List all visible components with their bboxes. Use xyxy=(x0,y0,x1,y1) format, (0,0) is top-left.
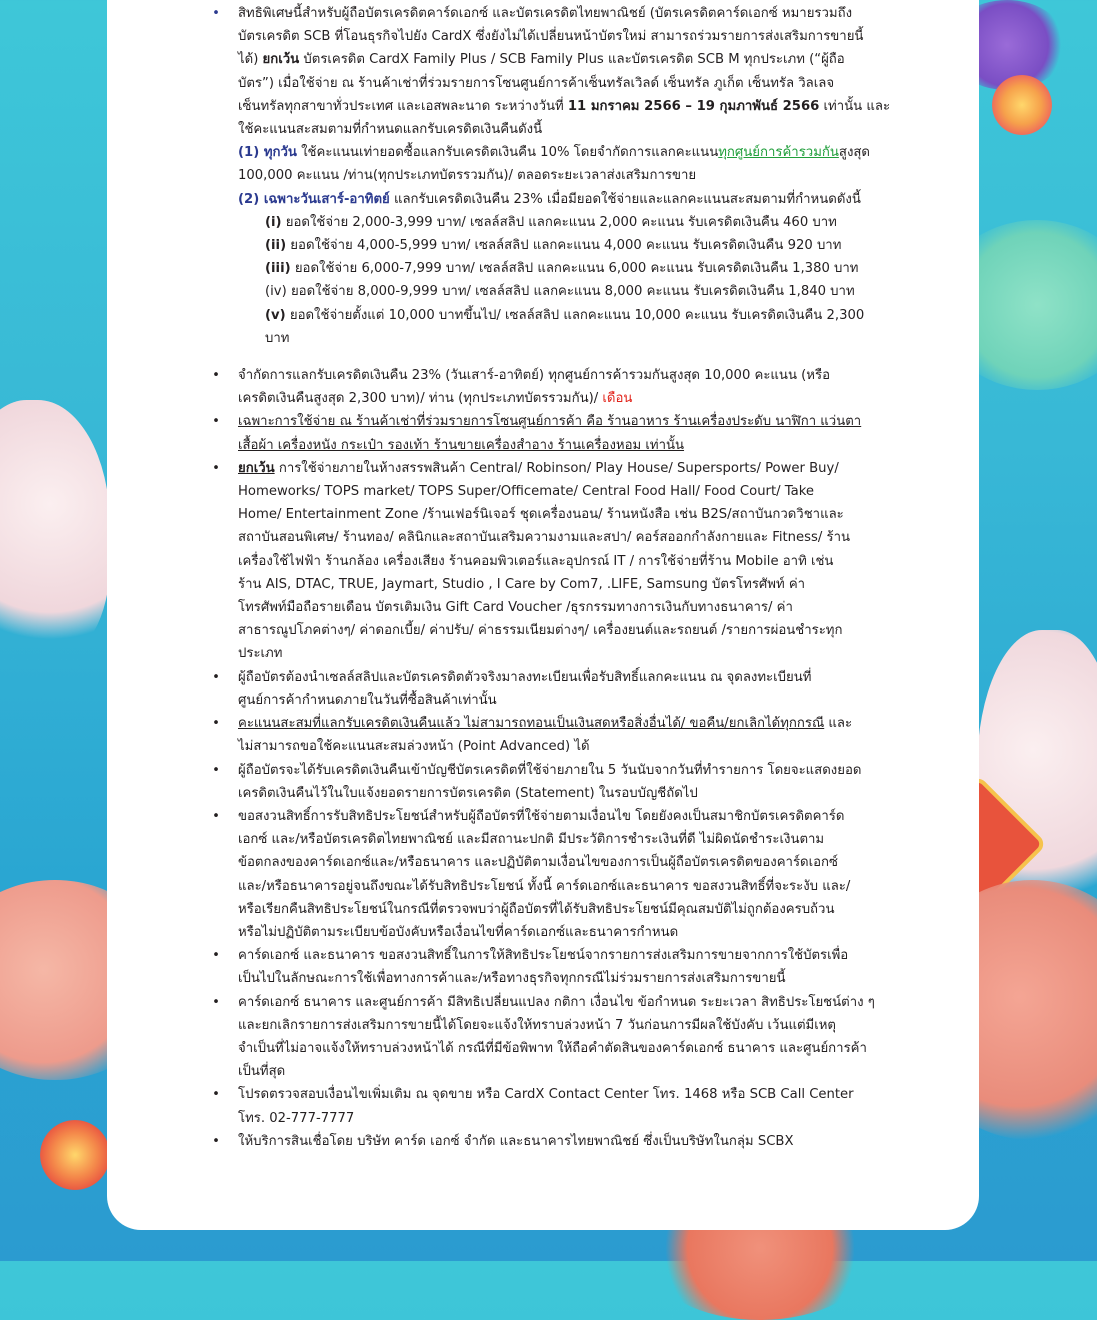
tier-item: (ii) ยอดใช้จ่าย 4,000-5,999 บาท/ เซลล์สลิป แลกคะแนน 4,000 คะแนน รับเครดิตเงินคืน 920 บาท xyxy=(265,238,842,254)
orange-flower-decoration xyxy=(992,75,1052,135)
terms-content xyxy=(107,0,979,1153)
tier-item: (iii) ยอดใช้จ่าย 6,000-7,999 บาท/ เซลล์สลิป แลกคะแนน 6,000 คะแนน รับเครดิตเงินคืน 1,380 บาท xyxy=(265,261,859,277)
list-item: • ขอสงวนสิทธิ์การรับสิทธิประโยชน์สำหรับผู้ถือบัตรที่ใช้จ่ายตามเงื่อนไข โดยยังคงเป็นสมาชิกบัตรเครดิตคาร์ด เอกซ์ และ/หรือบัตรเครดิตไทยพาณิชย์ และมีสถานะปกติ มีประวัติการชำระเงินที่ดี ไม่ผิดนัดชำระเงินตาม ข้อตกลงของคาร์ดเอกซ์และ/หรือธนาคาร และปฏิบัติตามเงื่อนไขของการเป็นผู้ถือบัตรเครดิตของคาร์ดเอกซ์ และ/หรือธนาคารอยู่จนถึงขณะได้รับสิทธิประโยชน์ ทั้งนี้ คาร์ดเอกซ์และธนาคาร ขอสงวนสิทธิ์ที่จะระงับ และ/ หรือเรียกคืนสิทธิประโยชน์ในกรณีที่ตรวจพบว่าผู้ถือบัตรที่ได้รับสิทธิประโยชน์มีคุณสมบัติไม่ถูกต้องครบถ้วน หรือไม่ปฏิบัติตามระเบียบข้อบังคับหรือเงื่อนไขที่คาร์ดเอกซ์และธนาคารกำหนด xyxy=(107,805,979,944)
bullet-icon: • xyxy=(212,994,220,1010)
tier-item: (i) ยอดใช้จ่าย 2,000-3,999 บาท/ เซลล์สลิป แลกคะแนน 2,000 คะแนน รับเครดิตเงินคืน 460 บาท xyxy=(265,214,837,230)
list-item: • ผู้ถือบัตรจะได้รับเครดิตเงินคืนเข้าบัญชีบัตรเครดิตที่ใช้จ่ายภายใน 5 วันนับจากวันที่ทำรายการ โดยจะแสดงยอด เครดิตเงินคืนไว้ในใบแจ้งยอดรายการบัตรเครดิต (Statement) ในรอบบัญชีถัดไป xyxy=(107,759,979,805)
list-item: • สิทธิพิเศษนี้สำหรับผู้ถือบัตรเครดิตคาร์ดเอกซ์ และบัตรเครดิตไทยพาณิชย์ (บัตรเครดิตคาร์ดเอกซ์ หมายรวมถึง บัตรเครดิต SCB ที่โอนธุรกิจไปยัง CardX ซึ่งยังไม่ได้เปลี่ยนหน้าบัตรใหม่ สามารถร่วมรายการส่งเสริมการขายนี้ ได้) ยกเว้น บัตรเครดิต CardX Family Plus / SCB Family Plus และบัตรเครดิต SCB M ทุกประเภท (“ผู้ถือ บัตร”) เมื่อใช้จ่าย ณ ร้านค้าเช่าที่ร่วมรายการโซนศูนย์การค้าเซ็นทรัลเวิลด์ เซ็นทรัล ภูเก็ต เซ็นทรัล วิลเลจ เซ็นทรัลทุกสาขาทั่วประเทศ และเอสพละนาด ระหว่างวันที่ 11 มกราคม 2566 – 19 กุมภาพันธ์ 2566 เท่านั้น และ ใช้คะแนนสะสมตามที่กำหนดแลกรับเครดิตเงินคืนดังนี้ (1) ทุกวัน ใช้คะแนนเท่ายอดซื้อแลกรับเครดิตเงินคืน 10% โดยจำกัดการแลกคะแนนทุกศูนย์การค้ารวมกันสูงสุด 100,000 คะแนน /ท่าน(ทุกประเภทบัตรรวมกัน)/ ตลอดระยะเวลาส่งเสริมการขาย (2) เฉพาะวันเสาร์-อาทิตย์ แลกรับเครดิตเงินคืน 23% เมื่อมียอดใช้จ่ายและแลกคะแนนสะสมตามที่กำหนดดังนี้ (i) ยอดใช้จ่าย 2,000-3,999 บาท/ เซลล์สลิป แลกคะแนน 2,000 คะแนน รับเครดิตเงินคืน 460 บาท (ii) ยอดใช้จ่าย 4,000-5,999 บาท/ เซลล์สลิป แลกคะแนน 4,000 คะแนน รับเครดิตเงินคืน 920 บาท (iii) ยอดใช้จ่าย 6,000-7,999 บาท/ เซลล์สลิป แลกคะแนน 6,000 คะแนน รับเครดิตเงินคืน 1,380 บาท (iv) ยอดใช้จ่าย 8,000-9,999 บาท/ เซลล์สลิป แลกคะแนน 8,000 คะแนน รับเครดิตเงินคืน 1,840 บาท (v) ยอดใช้จ่ายตั้งแต่ 10,000 บาทขึ้นไป/ เซลล์สลิป แลกคะแนน 10,000 คะแนน รับเครดิตเงินคืน 2,300 บาท xyxy=(107,2,979,350)
list-item: • ให้บริการสินเชื่อโดย บริษัท คาร์ด เอกซ์ จำกัด และธนาคารไทยพาณิชย์ ซึ่งเป็นบริษัทในกลุ่ม SCBX xyxy=(107,1130,979,1153)
bullet-icon: • xyxy=(212,948,220,964)
rabbit-illustration-left xyxy=(0,400,110,660)
bullet-icon: • xyxy=(212,669,220,685)
terms-card xyxy=(107,0,979,1230)
bullet-icon: • xyxy=(212,6,220,21)
tier-item: (v) ยอดใช้จ่ายตั้งแต่ 10,000 บาทขึ้นไป/ เซลล์สลิป แลกคะแนน 10,000 คะแนน รับเครดิตเงินคืน 2,300 บาท xyxy=(265,307,865,346)
condition-weekend: (2) เฉพาะวันเสาร์-อาทิตย์ แลกรับเครดิตเงินคืน 23% เมื่อมียอดใช้จ่ายและแลกคะแนนสะสมตามที่กำหนดดังนี้ xyxy=(238,191,861,207)
bullet-icon: • xyxy=(212,716,220,732)
list-item: • เฉพาะการใช้จ่าย ณ ร้านค้าเช่าที่ร่วมรายการโซนศูนย์การค้า คือ ร้านอาหาร ร้านเครื่องประดับ นาฬิกา แว่นตา เสื้อผ้า เครื่องหนัง กระเป๋า รองเท้า ร้านขายเครื่องสำอาง ร้านเครื่องหอม เท่านั้น xyxy=(107,410,979,456)
list-item: • จำกัดการแลกรับเครดิตเงินคืน 23% (วันเสาร์-อาทิตย์) ทุกศูนย์การค้ารวมกันสูงสุด 10,000 คะแนน (หรือ เครดิตเงินคืนสูงสุด 2,300 บาท)/ ท่าน (ทุกประเภทบัตรรวมกัน)/ เดือน xyxy=(107,364,979,410)
bullet-icon: • xyxy=(212,460,220,476)
orange-flower-decoration-bottom xyxy=(40,1120,110,1190)
bullet-icon: • xyxy=(212,1133,220,1149)
bullet-icon: • xyxy=(212,1087,220,1103)
list-item: • ผู้ถือบัตรต้องนำเซลล์สลิปและบัตรเครดิตตัวจริงมาลงทะเบียนเพื่อรับสิทธิ์แลกคะแนน ณ จุดลงทะเบียนที่ ศูนย์การค้ากำหนดภายในวันที่ซื้อสินค้าเท่านั้น xyxy=(107,666,979,712)
list-item: • คาร์ดเอกซ์ ธนาคาร และศูนย์การค้า มีสิทธิเปลี่ยนแปลง กติกา เงื่อนไข ข้อกำหนด ระยะเวลา สิทธิประโยชน์ต่าง ๆ และยกเลิกรายการส่งเสริมการขายนี้ได้โดยจะแจ้งให้ทราบล่วงหน้า 7 วันก่อนการมีผลใช้บังคับ เว้นแต่มีเหตุ จำเป็นที่ไม่อาจแจ้งให้ทราบล่วงหน้าได้ กรณีที่มีข้อพิพาท ให้ถือคำตัดสินของคาร์ดเอกซ์ ธนาคาร และศูนย์การค้า เป็นที่สุด xyxy=(107,991,979,1084)
bullet-icon: • xyxy=(212,368,220,384)
list-item: • โปรดตรวจสอบเงื่อนไขเพิ่มเติม ณ จุดขาย หรือ CardX Contact Center โทร. 1468 หรือ SCB Call Center โทร. 02-777-7777 xyxy=(107,1083,979,1129)
bullet-icon: • xyxy=(212,808,220,824)
list-item: • คาร์ดเอกซ์ และธนาคาร ขอสงวนสิทธิ์ในการให้สิทธิประโยชน์จากรายการส่งเสริมการขายจากการใช้บัตรเพื่อ เป็นไปในลักษณะการใช้เพื่อทางการค้าและ/หรือทางธุรกิจทุกกรณีไม่ร่วมรายการส่งเสริมการขายนี้ xyxy=(107,944,979,990)
condition-everyday: (1) ทุกวัน ใช้คะแนนเท่ายอดซื้อแลกรับเครดิตเงินคืน 10% โดยจำกัดการแลกคะแนนทุกศูนย์การค้ารวมกันสูงสุด 100,000 คะแนน /ท่าน(ทุกประเภทบัตรรวมกัน)/ ตลอดระยะเวลาส่งเสริมการขาย xyxy=(238,145,870,184)
bullet-icon: • xyxy=(212,762,220,778)
bullet-icon: • xyxy=(212,414,220,430)
list-item: • คะแนนสะสมที่แลกรับเครดิตเงินคืนแล้ว ไม่สามารถทอนเป็นเงินสดหรือสิ่งอื่นได้/ ขอคืน/ยกเลิกได้ทุกกรณี และ ไม่สามารถขอใช้คะแนนสะสมล่วงหน้า (Point Advanced) ได้ xyxy=(107,712,979,758)
tier-list xyxy=(238,211,977,350)
tier-item: (iv) ยอดใช้จ่าย 8,000-9,999 บาท/ เซลล์สลิป แลกคะแนน 8,000 คะแนน รับเครดิตเงินคืน 1,840 บาท xyxy=(265,284,855,300)
all-malls-link[interactable]: ทุกศูนย์การค้ารวมกัน xyxy=(718,145,839,161)
list-item: • ยกเว้น การใช้จ่ายภายในห้างสรรพสินค้า Central/ Robinson/ Play House/ Supersports/ Power Buy/ Homeworks/ TOPS market/ TOPS Super/Officemate/ Central Food Hall/ Food Court/ Take Home/ Entertainment Zone /ร้านเฟอร์นิเจอร์ ชุดเครื่องนอน/ ร้านหนังสือ เช่น B2S/สถาบันกวดวิชาและ สถาบันสอนพิเศษ/ ร้านทอง/ คลินิกและสถาบันเสริมความงามและสปา/ คอร์สออกกำลังกายและ Fitness/ ร้าน เครื่องใช้ไฟฟ้า ร้านกล้อง เครื่องเสียง ร้านคอมพิวเตอร์และอุปกรณ์ IT / การใช้จ่ายที่ร้าน Mobile อาทิ เช่น ร้าน AIS, DTAC, TRUE, Jaymart, Studio , I Care by Com7, .LIFE, Samsung บัตรโทรศัพท์ ค่า โทรศัพท์มือถือรายเดือน บัตรเติมเงิน Gift Card Voucher /ธุรกรรมทางการเงินกับทางธนาคาร/ ค่า สาธารณูปโภคต่างๆ/ ค่าดอกเบี้ย/ ค่าปรับ/ ค่าธรรมเนียมต่างๆ/ เครื่องยนต์และรถยนต์ /รายการผ่อนชำระทุก ประเภท xyxy=(107,457,979,666)
terms-list xyxy=(107,2,979,1153)
